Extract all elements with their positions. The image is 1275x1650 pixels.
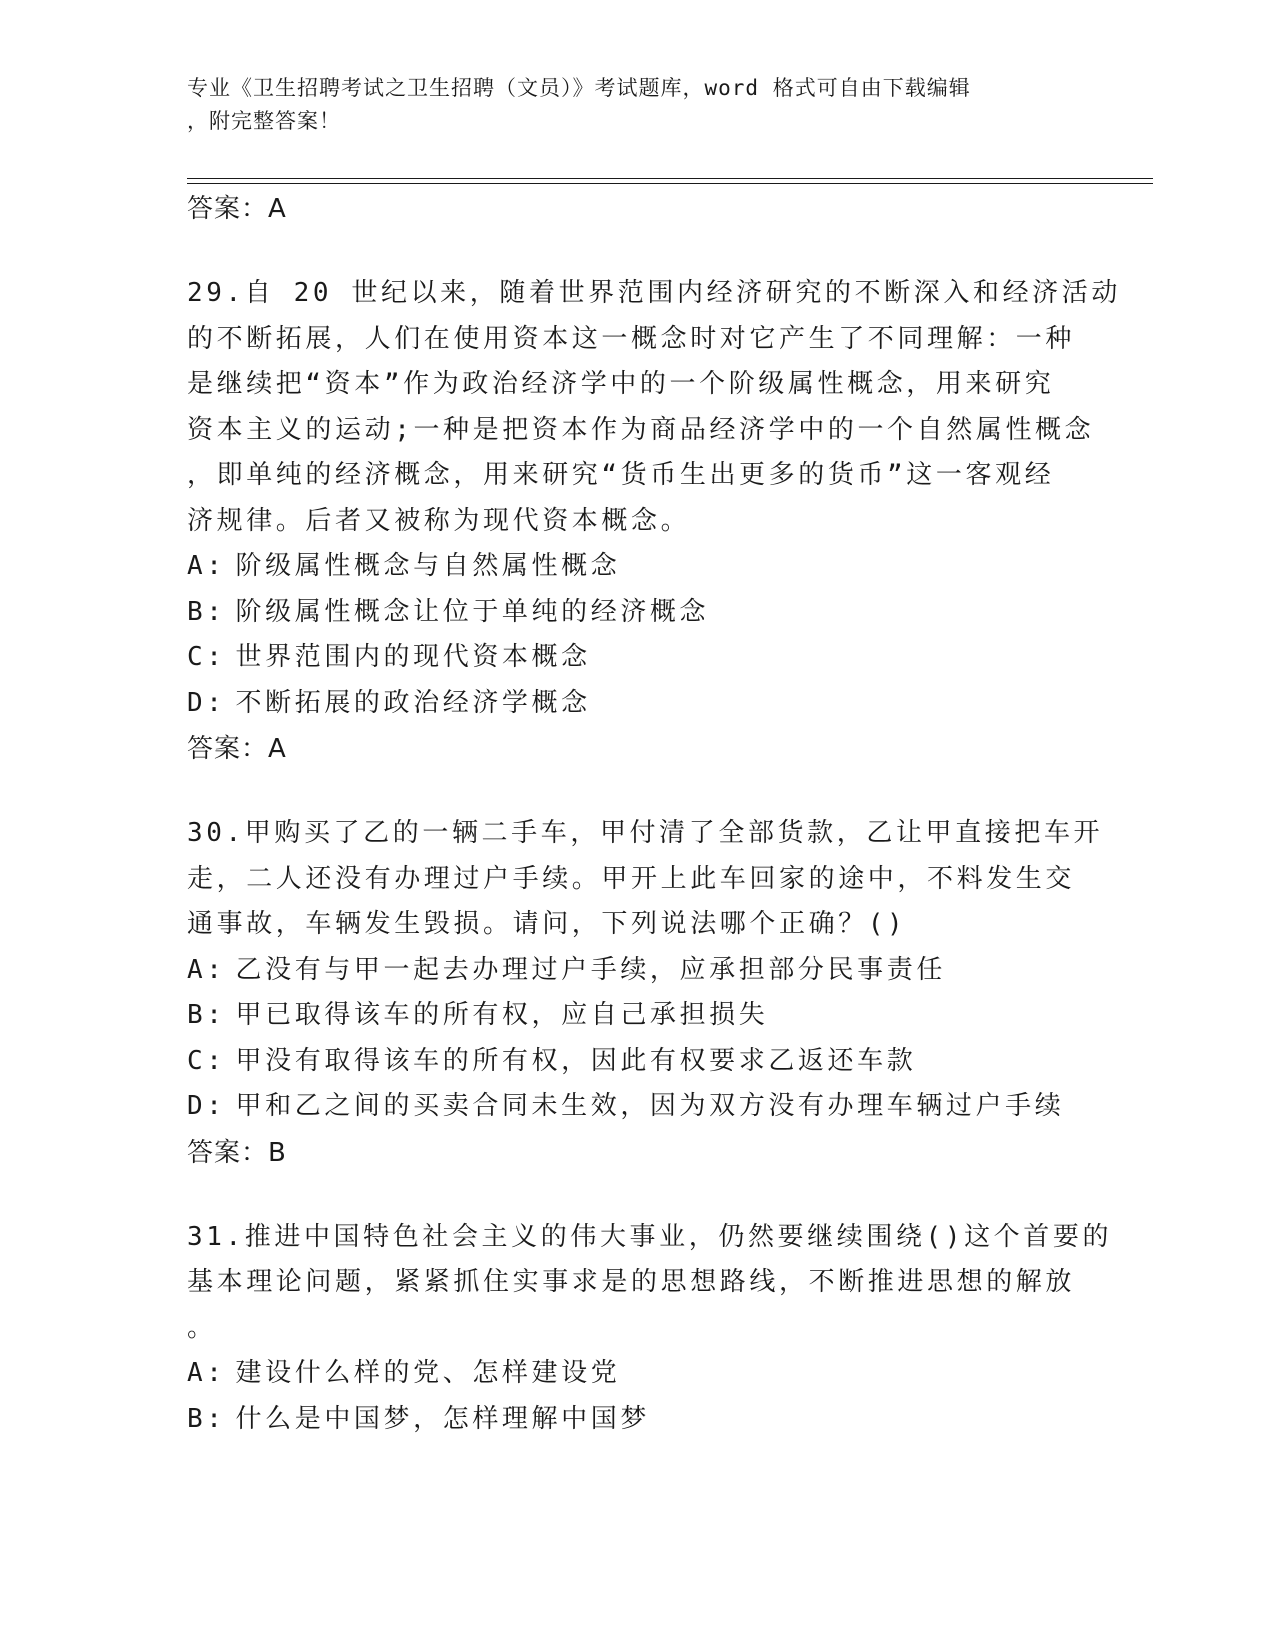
question-text-line: 走，二人还没有办理过户手续。甲开上此车回家的途中，不料发生交 xyxy=(187,863,1076,894)
option-text: 不断拓展的政治经济学概念 xyxy=(235,687,591,718)
option-text: 乙没有与甲一起去办理过户手续，应承担部分民事责任 xyxy=(235,954,946,985)
option-key: C: xyxy=(187,1045,226,1076)
header-divider-top xyxy=(187,178,1153,179)
option-text: 阶级属性概念与自然属性概念 xyxy=(235,551,621,581)
question-text-line: 的不断拓展，人们在使用资本这一概念时对它产生了不同理解：一种 xyxy=(187,323,1076,354)
option-a xyxy=(187,948,1127,994)
answer-30: 答案：B xyxy=(187,1137,287,1168)
question-text-line: 29.自 20 世纪以来，随着世界范围内经济研究的不断深入和经济活动 xyxy=(187,278,1121,308)
option-a xyxy=(187,544,1127,590)
option-d xyxy=(187,681,1127,727)
question-text-line: 济规律。后者又被称为现代资本概念。 xyxy=(187,505,691,536)
option-text: 建设什么样的党、怎样建设党 xyxy=(235,1358,621,1388)
option-c xyxy=(187,635,1127,681)
question-text-line: 是继续把“资本”作为政治经济学中的一个阶级属性概念，用来研究 xyxy=(187,369,1055,399)
option-text: 什么是中国梦，怎样理解中国梦 xyxy=(235,1403,650,1434)
option-key: B: xyxy=(187,1000,226,1030)
option-text: 世界范围内的现代资本概念 xyxy=(235,642,591,672)
document-header xyxy=(187,72,1087,138)
header-line: ，附完整答案！ xyxy=(187,109,341,133)
question-29 xyxy=(187,271,1127,772)
question-text-line: 。 xyxy=(187,1312,217,1343)
question-text-line: 31.推进中国特色社会主义的伟大事业，仍然要继续围绕()这个首要的 xyxy=(187,1221,1113,1252)
option-text: 甲已取得该车的所有权，应自己承担损失 xyxy=(235,1000,769,1030)
option-b xyxy=(187,993,1127,1039)
option-key: D: xyxy=(187,1091,226,1121)
option-key: D: xyxy=(187,687,226,718)
option-key: A: xyxy=(187,954,226,985)
option-text: 甲和乙之间的买卖合同未生效，因为双方没有办理车辆过户手续 xyxy=(235,1091,1065,1121)
option-key: A: xyxy=(187,551,226,581)
option-key: B: xyxy=(187,596,226,627)
option-text: 阶级属性概念让位于单纯的经济概念 xyxy=(235,596,710,627)
question-text-line: 通事故，车辆发生毁损。请问，下列说法哪个正确？() xyxy=(187,909,907,939)
header-line: 专业《卫生招聘考试之卫生招聘（文员）》考试题库，word 格式可自由下载编辑 xyxy=(187,76,971,100)
previous-answer: 答案：A xyxy=(187,194,287,224)
question-text-line: 30.甲购买了乙的一辆二手车，甲付清了全部货款，乙让甲直接把车开 xyxy=(187,818,1104,848)
option-b xyxy=(187,1397,1127,1443)
question-30 xyxy=(187,811,1127,1176)
option-key: B: xyxy=(187,1403,226,1434)
header-divider-bottom xyxy=(187,183,1153,184)
question-list xyxy=(187,186,1127,1442)
option-text: 甲没有取得该车的所有权，因此有权要求乙返还车款 xyxy=(235,1045,917,1076)
answer-29: 答案：A xyxy=(187,734,287,764)
option-key: C: xyxy=(187,642,226,672)
option-d xyxy=(187,1084,1127,1130)
option-b xyxy=(187,590,1127,636)
question-text-line: 资本主义的运动;一种是把资本作为商品经济学中的一个自然属性概念 xyxy=(187,414,1095,445)
question-text-line: 基本理论问题，紧紧抓住实事求是的思想路线，不断推进思想的解放 xyxy=(187,1267,1076,1297)
option-key: A: xyxy=(187,1358,226,1388)
option-c xyxy=(187,1039,1127,1085)
question-31 xyxy=(187,1215,1127,1443)
option-a xyxy=(187,1351,1127,1397)
question-text-line: ，即单纯的经济概念，用来研究“货币生出更多的货币”这一客观经 xyxy=(187,460,1055,490)
